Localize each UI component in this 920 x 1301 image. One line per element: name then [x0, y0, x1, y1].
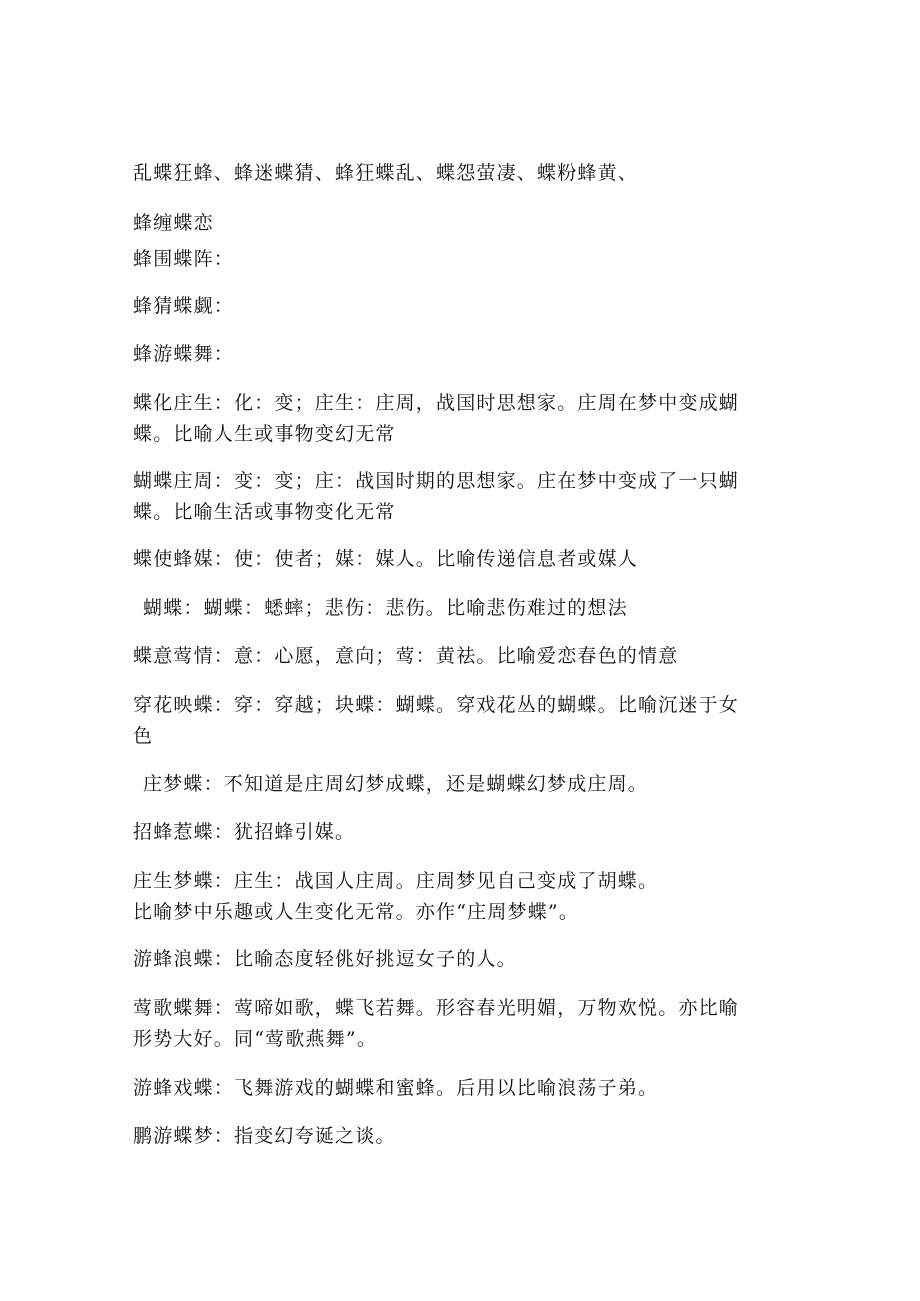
text-line: 莺歌蝶舞：莺啼如歌，蝶飞若舞。形容春光明媚，万物欢悦。亦比喻 — [133, 997, 740, 1019]
text-line: 蝴蝶：蝴蝶：蟋蟀；悲伤：悲伤。比喻悲伤难过的想法 — [143, 597, 628, 619]
text-line: 蝶。比喻人生或事物变幻无常 — [133, 423, 396, 445]
text-line: 蜂游蝶舞： — [133, 343, 235, 365]
text-line: 庄梦蝶：不知道是庄周幻梦成蝶，还是蝴蝶幻梦成庄周。 — [143, 773, 649, 795]
text-line: 形势大好。同“莺歌燕舞”。 — [133, 1028, 378, 1050]
text-line: 蜂围蝶阵： — [133, 248, 235, 270]
text-line: 乱蝶狂蜂、蜂迷蝶猜、蜂狂蝶乱、蝶怨萤凄、蝶粉蜂黄、 — [133, 162, 639, 184]
text-line: 招蜂惹蝶：犹招蜂引媒。 — [133, 821, 356, 843]
text-line: 蝴蝶庄周：变：变；庄：战国时期的思想家。庄在梦中变成了一只蝴 — [133, 470, 740, 492]
text-line: 鹏游蝶梦：指变幻夸诞之谈。 — [133, 1125, 396, 1147]
text-line: 庄生梦蝶：庄生：战国人庄周。庄周梦见自己变成了胡蝶。 — [133, 870, 659, 892]
text-line: 蝶意莺情：意：心愿，意向；莺：黄祛。比喻爱恋春色的情意 — [133, 645, 679, 667]
text-line: 蝶化庄生：化：变；庄生：庄周，战国时思想家。庄周在梦中变成蝴 — [133, 392, 740, 414]
text-line: 蝶使蜂媒：使：使者；媒：媒人。比喻传递信息者或媒人 — [133, 548, 639, 570]
text-line: 色 — [133, 725, 154, 747]
text-line: 游蜂浪蝶：比喻态度轻佻好挑逗女子的人。 — [133, 948, 517, 970]
text-line: 蜂缠蝶恋 — [133, 212, 214, 234]
text-line: 穿花映蝶：穿：穿越；块蝶：蝴蝶。穿戏花丛的蝴蝶。比喻沉迷于女 — [133, 694, 740, 716]
text-line: 蝶。比喻生活或事物变化无常 — [133, 501, 396, 523]
text-line: 蜂猜蝶觑： — [133, 295, 235, 317]
text-line: 比喻梦中乐趣或人生变化无常。亦作“庄周梦蝶”。 — [133, 901, 580, 923]
text-line: 游蜂戏蝶：飞舞游戏的蝴蝶和蜜蜂。后用以比喻浪荡子弟。 — [133, 1077, 659, 1099]
